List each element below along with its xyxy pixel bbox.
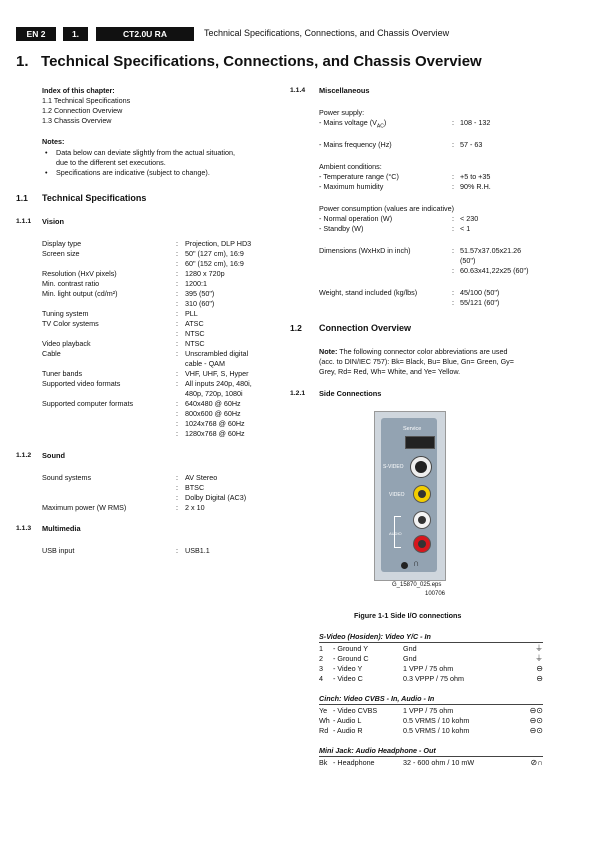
- connector-symbol-icon: ⏚: [535, 644, 543, 653]
- header-tag-model: CT2.0U RA: [96, 27, 194, 41]
- note-line: Specifications are indicative (subject to change).: [56, 168, 210, 177]
- spec-label: Supported computer formats: [42, 399, 134, 408]
- spec-value: 55/121 (60"): [460, 298, 500, 307]
- spec-value: NTSC: [185, 339, 205, 348]
- svideo-table-title: S-Video (Hosiden): Video Y/C - In: [319, 632, 543, 643]
- mains-voltage-row: [319, 118, 589, 128]
- spec-label: - Standby (W): [319, 224, 364, 233]
- spec-value: 640x480 @ 60Hz: [185, 399, 241, 408]
- colon: :: [452, 118, 454, 127]
- spec-value: 1024x768 @ 60Hz: [185, 419, 245, 428]
- spec-value: VHF, UHF, S, Hyper: [185, 369, 249, 378]
- colon: :: [176, 379, 178, 388]
- pin-label: - Ground C: [333, 654, 369, 663]
- bullet-icon: •: [45, 148, 48, 157]
- colon: :: [176, 429, 178, 438]
- colon: :: [176, 503, 178, 512]
- colon: :: [176, 319, 178, 328]
- colon: :: [176, 289, 178, 298]
- pin-label: - Audio L: [333, 716, 362, 725]
- spec-value: All inputs 240p, 480i,: [185, 379, 252, 388]
- colon: :: [176, 259, 178, 268]
- subsection-number: 1.1.2: [16, 452, 32, 459]
- mains-frequency-row: [319, 140, 589, 150]
- spec-row: [42, 473, 282, 483]
- pin-row: [319, 644, 543, 654]
- pin-number: Bk: [319, 758, 328, 767]
- spec-label: Sound systems: [42, 473, 92, 482]
- power-consumption-label: Power consumption (values are indicative): [319, 204, 455, 213]
- spec-label: - Mains voltage $(V_{AC})$: [319, 118, 387, 130]
- index-title: Index of this chapter:: [42, 86, 115, 95]
- video-label: VIDEO: [389, 492, 405, 498]
- spec-row: [42, 399, 282, 409]
- subsection-number: 1.2.1: [290, 390, 306, 397]
- colon: :: [176, 279, 178, 288]
- spec-row: [42, 389, 282, 399]
- index-item[interactable]: 1.1 Technical Specifications: [42, 96, 131, 105]
- header-title: Technical Specifications, Connections, and Chassis Overview: [204, 28, 450, 38]
- spec-label: - Mains frequency (Hz): [319, 140, 392, 149]
- service-label: Service: [403, 426, 422, 432]
- pin-label: - Audio R: [333, 726, 363, 735]
- spec-value: 310 (60"): [185, 299, 215, 308]
- chapter-number: 1.: [16, 53, 29, 70]
- spec-row: [42, 299, 282, 309]
- subsection-number: 1.1.4: [290, 87, 306, 94]
- connector-symbol-icon: ⊖: [536, 664, 543, 673]
- pin-row: [319, 654, 543, 664]
- figure-file-name: G_15870_025.eps: [392, 582, 442, 588]
- header-tag-chapter: 1.: [63, 27, 88, 41]
- service-port-icon: [405, 436, 435, 449]
- dimensions-row: [319, 246, 589, 256]
- spec-value: ATSC: [185, 319, 204, 328]
- connector-symbol-icon: ⊖⊙: [529, 706, 543, 715]
- colon: :: [176, 239, 178, 248]
- dimensions-row-cont: [319, 256, 589, 266]
- spec-value: 51.57x37.05x21.26: [460, 246, 522, 255]
- connector-symbol-icon: ⏚: [535, 654, 543, 663]
- colon: :: [176, 399, 178, 408]
- pin-value: 0.5 VRMS / 10 kohm: [403, 716, 470, 725]
- pin-value: Gnd: [403, 654, 417, 663]
- subsection-number: 1.1.3: [16, 525, 32, 532]
- spec-row: [42, 483, 282, 493]
- spec-row: [42, 339, 282, 349]
- spec-row: [42, 503, 282, 513]
- colon: :: [452, 288, 454, 297]
- spec-row: [42, 419, 282, 429]
- colon: :: [176, 249, 178, 258]
- subsection-title: Sound: [42, 451, 65, 460]
- colon: :: [452, 298, 454, 307]
- spec-label: Resolution (HxV pixels): [42, 269, 117, 278]
- spec-row: [42, 279, 282, 289]
- dimensions-row-60: [319, 266, 589, 276]
- spec-row: [42, 259, 282, 269]
- figure-caption: Figure 1-1 Side I/O connections: [354, 611, 462, 620]
- figure-code: 100706: [425, 591, 446, 597]
- spec-value: 2 x 10: [185, 503, 205, 512]
- connector-symbol-icon: ⊖⊙: [529, 726, 543, 735]
- connection-note-line: (acc. to DIN/IEC 757): Bk= Black, Bu= Blue, Gn= Green, Gy=: [319, 357, 514, 366]
- pin-value: 0.5 VRMS / 10 kohm: [403, 726, 470, 735]
- spec-row: [42, 379, 282, 389]
- spec-label: Screen size: [42, 249, 80, 258]
- note-text: The following connector color abbreviations are used: [337, 347, 508, 356]
- audio-label: AUDIO: [389, 531, 402, 536]
- spec-label: Dimensions (WxHxD in inch): [319, 246, 411, 255]
- spec-label: Weight, stand included (kg/lbs): [319, 288, 418, 297]
- colon: :: [452, 140, 454, 149]
- note-line: due to the different set executions.: [56, 158, 166, 167]
- colon: :: [452, 182, 454, 191]
- spec-label: Tuning system: [42, 309, 89, 318]
- colon: :: [176, 269, 178, 278]
- pin-row: [319, 674, 543, 684]
- colon: :: [176, 473, 178, 482]
- subsection-title: Side Connections: [319, 389, 382, 398]
- pin-value: 1 VPP / 75 ohm: [403, 664, 454, 673]
- spec-value: Unscrambled digital: [185, 349, 249, 358]
- connection-note-line: Grey, Rd= Red, Wh= White, and Ye= Yellow.: [319, 367, 461, 376]
- spec-value: Dolby Digital (AC3): [185, 493, 247, 502]
- bullet-icon: •: [45, 168, 48, 177]
- colon: :: [176, 349, 178, 358]
- video-jack-yellow-icon: [413, 485, 431, 503]
- colon: :: [176, 309, 178, 318]
- spec-row: [42, 493, 282, 503]
- power-supply-label: Power supply:: [319, 108, 365, 117]
- subsection-title: Miscellaneous: [319, 86, 370, 95]
- subsection-title: Multimedia: [42, 524, 81, 533]
- spec-label: Tuner bands: [42, 369, 83, 378]
- colon: :: [452, 266, 454, 275]
- spec-row: [42, 249, 282, 259]
- spec-value: 480p, 720p, 1080i: [185, 389, 243, 398]
- note-line: Data below can deviate slightly from the actual situation,: [56, 148, 235, 157]
- colon: :: [176, 483, 178, 492]
- spec-row: [42, 289, 282, 299]
- connector-symbol-icon: ⊘∩: [530, 758, 543, 767]
- section-number: 1.2: [290, 323, 302, 333]
- pin-label: - Video C: [333, 674, 363, 683]
- pin-number: Wh: [319, 716, 330, 725]
- spec-label: TV Color systems: [42, 319, 99, 328]
- notes-title: Notes:: [42, 137, 65, 146]
- spec-row: [42, 369, 282, 379]
- minijack-table-title: Mini Jack: Audio Headphone - Out: [319, 746, 543, 757]
- svideo-label: S-VIDEO: [383, 464, 404, 470]
- spec-value: NTSC: [185, 329, 205, 338]
- spec-label: Cable: [42, 349, 61, 358]
- spec-value: < 230: [460, 214, 479, 223]
- spec-value: 50" (127 cm), 16:9: [185, 249, 244, 258]
- spec-label: - Temperature range (°C): [319, 172, 399, 181]
- spec-value: +5 to +35: [460, 172, 491, 181]
- temperature-row: [319, 172, 589, 182]
- cinch-table-title: Cinch: Video CVBS - In, Audio - In: [319, 694, 543, 705]
- normal-operation-row: [319, 214, 589, 224]
- header-tag-page: EN 2: [16, 27, 56, 41]
- index-item[interactable]: 1.3 Chassis Overview: [42, 116, 112, 125]
- spec-row: [42, 429, 282, 439]
- spec-value: 800x600 @ 60Hz: [185, 409, 241, 418]
- pin-row: [319, 758, 543, 768]
- headphone-jack-icon: [401, 562, 408, 569]
- spec-label: USB input: [42, 546, 75, 555]
- svideo-jack-icon: [410, 456, 432, 478]
- spec-row: [42, 309, 282, 319]
- weight-row: [319, 288, 589, 298]
- colon: :: [176, 369, 178, 378]
- spec-row: [42, 349, 282, 359]
- spec-value: cable - QAM: [185, 359, 225, 368]
- pin-label: - Ground Y: [333, 644, 369, 653]
- colon: :: [452, 214, 454, 223]
- spec-label: Display type: [42, 239, 82, 248]
- pin-row: [319, 716, 543, 726]
- chapter-title: Technical Specifications, Connections, and Chassis Overview: [41, 53, 482, 70]
- spec-value: BTSC: [185, 483, 205, 492]
- spec-value: 108 - 132: [460, 118, 491, 127]
- spec-value: 60" (152 cm), 16:9: [185, 259, 244, 268]
- side-io-panel-figure: [374, 411, 446, 581]
- spec-label: - Normal operation (W): [319, 214, 393, 223]
- spec-value: 57 - 63: [460, 140, 483, 149]
- section-number: 1.1: [16, 193, 28, 203]
- pin-number: Rd: [319, 726, 329, 735]
- connection-note-line: [319, 347, 507, 357]
- audio-r-jack-red-icon: [413, 535, 431, 553]
- spec-value: 1280x768 @ 60Hz: [185, 429, 245, 438]
- spec-value: 1200:1: [185, 279, 207, 288]
- colon: :: [176, 546, 178, 555]
- section-title: Technical Specifications: [42, 193, 147, 203]
- spec-row: [42, 359, 282, 369]
- index-item[interactable]: 1.2 Connection Overview: [42, 106, 123, 115]
- colon: :: [176, 339, 178, 348]
- spec-value: Projection, DLP HD3: [185, 239, 252, 248]
- standby-row: [319, 224, 589, 234]
- spec-label: Video playback: [42, 339, 91, 348]
- pin-row: [319, 706, 543, 716]
- humidity-row: [319, 182, 589, 192]
- spec-row: [42, 269, 282, 279]
- pin-label: - Video CVBS: [333, 706, 378, 715]
- pin-number: Ye: [319, 706, 328, 715]
- chapter-heading: [16, 53, 482, 70]
- spec-value: (50"): [460, 256, 476, 265]
- headphone-icon: ∩: [413, 558, 420, 568]
- pin-label: - Headphone: [333, 758, 375, 767]
- colon: :: [452, 172, 454, 181]
- spec-value: 45/100 (50"): [460, 288, 500, 297]
- weight-row-60: [319, 298, 589, 308]
- spec-label: Supported video formats: [42, 379, 121, 388]
- ambient-label: Ambient conditions:: [319, 162, 382, 171]
- spec-label: - Maximum humidity: [319, 182, 384, 191]
- colon: :: [176, 299, 178, 308]
- pin-value: 1 VPP / 75 ohm: [403, 706, 454, 715]
- spec-value: 1280 x 720p: [185, 269, 225, 278]
- spec-value: 395 (50"): [185, 289, 215, 298]
- spec-label: Maximum power (W RMS): [42, 503, 127, 512]
- colon: :: [176, 419, 178, 428]
- section-title: Connection Overview: [319, 323, 412, 333]
- colon: :: [176, 329, 178, 338]
- pin-row: [319, 664, 543, 674]
- pin-value: Gnd: [403, 644, 417, 653]
- spec-label: Min. light output (cd/m²): [42, 289, 118, 298]
- subsection-title: Vision: [42, 217, 65, 226]
- audio-bracket-icon: [394, 516, 401, 548]
- note-bold: Note:: [319, 347, 338, 356]
- spec-row: [42, 329, 282, 339]
- pin-number: 4: [319, 674, 323, 683]
- spec-row: [42, 546, 282, 556]
- spec-value: PLL: [185, 309, 198, 318]
- spec-value: AV Stereo: [185, 473, 218, 482]
- pin-number: 3: [319, 664, 323, 673]
- colon: :: [452, 224, 454, 233]
- pin-value: 32 - 600 ohm / 10 mW: [403, 758, 475, 767]
- spec-value: USB1.1: [185, 546, 210, 555]
- colon: :: [452, 246, 454, 255]
- subsection-number: 1.1.1: [16, 218, 32, 225]
- spec-label: Min. contrast ratio: [42, 279, 100, 288]
- pin-value: 0.3 VPPP / 75 ohm: [403, 674, 464, 683]
- spec-value: 90% R.H.: [460, 182, 491, 191]
- colon: :: [176, 409, 178, 418]
- pin-number: 2: [319, 654, 323, 663]
- spec-value: 60.63x41,22x25 (60"): [460, 266, 529, 275]
- connector-symbol-icon: ⊖: [536, 674, 543, 683]
- audio-l-jack-white-icon: [413, 511, 431, 529]
- spec-row: [42, 409, 282, 419]
- pin-number: 1: [319, 644, 323, 653]
- spec-value: < 1: [460, 224, 471, 233]
- colon: :: [176, 493, 178, 502]
- pin-label: - Video Y: [333, 664, 363, 673]
- spec-row: [42, 239, 282, 249]
- spec-row: [42, 319, 282, 329]
- connector-symbol-icon: ⊖⊙: [529, 716, 543, 725]
- pin-row: [319, 726, 543, 736]
